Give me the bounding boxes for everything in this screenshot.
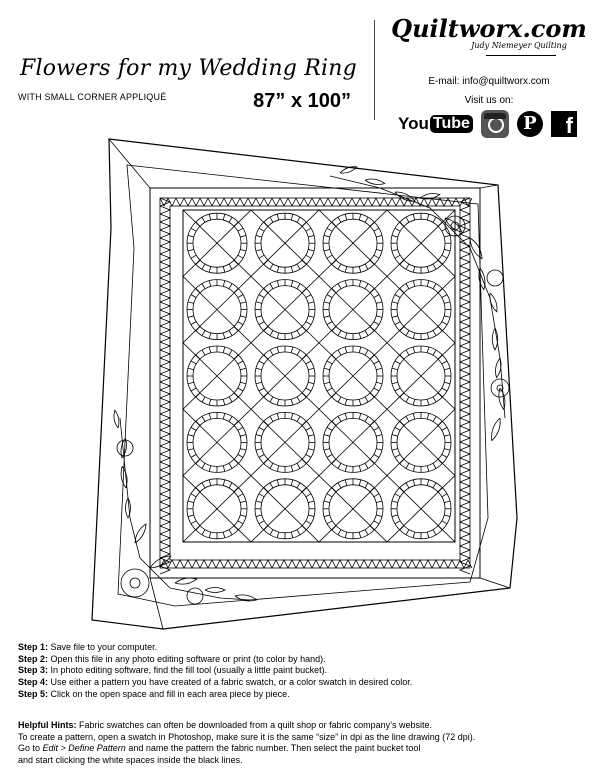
youtube-icon[interactable]: You Tube	[398, 114, 473, 134]
step-row: Step 5: Click on the open space and fill in each area piece by piece.	[18, 688, 290, 699]
email-link[interactable]: E-mail: info@quiltworx.com	[428, 76, 550, 87]
quilt-drawing-svg[interactable]	[0, 118, 600, 638]
header-divider	[374, 20, 375, 120]
step-row: Step 2: Open this file in any photo editing software or print (to color by hand).	[18, 653, 326, 664]
quilt-line-drawing[interactable]	[0, 118, 600, 638]
brand-tagline: Judy Niemeyer Quilting	[438, 41, 600, 59]
facebook-icon[interactable]: f	[551, 111, 577, 137]
step-row: Step 3: In photo editing software, find the fill tool (usually a little paint bucket).	[18, 665, 328, 676]
pattern-header	[14, 46, 359, 116]
brand-logo-block[interactable]	[378, 14, 600, 59]
pattern-title: Flowers for my Wedding Ring	[20, 56, 357, 81]
coloring-steps	[18, 642, 588, 701]
step-row: Step 1: Save file to your computer.	[18, 642, 158, 652]
brand-logo[interactable]: Quiltworx.com	[391, 14, 587, 43]
pinterest-icon[interactable]: P	[517, 111, 543, 137]
quilt-size: 87” x 100”	[253, 90, 351, 112]
step-row: Step 4: Use either a pattern you have created of a fabric swatch, or a color swatch in desired color.	[18, 677, 413, 688]
helpful-hints: Helpful Hints: Fabric swatches can often be downloaded from a quilt shop or fabric company’s website. To create a pattern, open a swatch in Photoshop, make sure it is the same “size” in dpi as the line drawing (72 dpi). Go to Edit > Define Pattern and name the pattern the fabric number. Then select the paint bucket tool and start clicking the white spaces inside the black lines.	[18, 720, 476, 765]
visit-label: Visit us on:	[464, 95, 514, 106]
pattern-subtitle: WITH SMALL CORNER APPLIQUÉ	[18, 92, 167, 102]
